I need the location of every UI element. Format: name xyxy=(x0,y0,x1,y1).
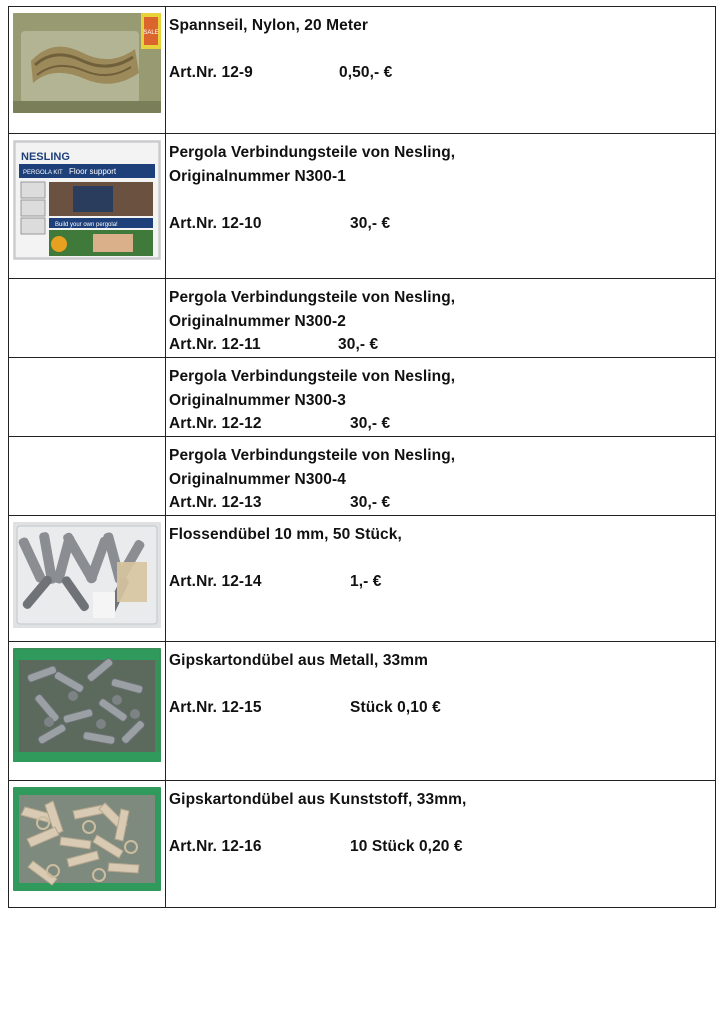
item-title: Flossendübel 10 mm, 50 Stück, xyxy=(169,526,402,543)
image-cell xyxy=(9,516,166,641)
nesling-box-photo xyxy=(13,140,161,260)
price-line xyxy=(169,491,715,515)
price-line xyxy=(169,212,715,236)
item-title: Pergola Verbindungsteile von Nesling, xyxy=(169,144,456,161)
price: 30,- € xyxy=(350,415,391,432)
text-cell xyxy=(166,279,715,357)
item-title: Gipskartondübel aus Kunststoff, 33mm, xyxy=(169,791,467,808)
nesling-brand-text: NESLING xyxy=(21,151,70,163)
item-title: Pergola Verbindungsteile von Nesling, xyxy=(169,289,456,306)
price: 1,- € xyxy=(350,573,382,590)
image-cell xyxy=(9,437,166,515)
image-cell xyxy=(9,134,166,278)
price: 30,- € xyxy=(338,336,379,353)
text-cell xyxy=(166,7,715,133)
item-subtitle: Originalnummer N300-1 xyxy=(169,167,346,185)
item-title: Pergola Verbindungsteile von Nesling, xyxy=(169,368,456,385)
price: 0,50,- € xyxy=(339,64,393,81)
table-row xyxy=(8,781,716,908)
article-number: Art.Nr. 12-14 xyxy=(169,573,262,590)
item-subtitle: Originalnummer N300-2 xyxy=(169,312,346,330)
price: 30,- € xyxy=(350,214,391,232)
price-line xyxy=(169,61,715,85)
article-number: Art.Nr. 12-10 xyxy=(169,214,262,232)
item-subtitle: Originalnummer N300-4 xyxy=(169,470,346,488)
table-row xyxy=(8,437,716,516)
price-line xyxy=(169,570,715,594)
text-cell xyxy=(166,437,715,515)
text-cell xyxy=(166,358,715,436)
table-row xyxy=(8,358,716,437)
sale-tag-text: SALE xyxy=(143,30,159,36)
article-number: Art.Nr. 12-16 xyxy=(169,838,262,855)
price: Stück 0,10 € xyxy=(350,699,441,716)
article-number: Art.Nr. 12-15 xyxy=(169,699,262,716)
item-title: Pergola Verbindungsteile von Nesling, xyxy=(169,447,456,464)
text-cell xyxy=(166,642,715,780)
image-cell xyxy=(9,7,166,133)
grey-wall-plugs-photo xyxy=(13,522,161,628)
metal-drywall-anchors-photo xyxy=(13,648,161,762)
table-row xyxy=(8,6,716,134)
image-cell xyxy=(9,279,166,357)
text-cell xyxy=(166,134,715,278)
text-cell xyxy=(166,516,715,641)
image-cell xyxy=(9,358,166,436)
table-row xyxy=(8,516,716,642)
table-row xyxy=(8,279,716,358)
price-line xyxy=(169,333,715,357)
article-number: Art.Nr. 12-11 xyxy=(169,336,261,353)
image-cell xyxy=(9,642,166,780)
price-line xyxy=(169,835,715,859)
article-number: Art.Nr. 12-12 xyxy=(169,415,262,432)
price-line xyxy=(169,696,715,720)
slogan-text: Build your own pergola! xyxy=(55,222,118,228)
price-line xyxy=(169,412,715,436)
table-row xyxy=(8,134,716,279)
price: 10 Stück 0,20 € xyxy=(350,838,463,855)
text-cell xyxy=(166,781,715,907)
article-number: Art.Nr. 12-9 xyxy=(169,64,253,81)
product-table xyxy=(8,6,716,908)
kit-text: PERGOLA KIT xyxy=(23,170,63,176)
floor-support-text: Floor support xyxy=(69,167,117,176)
rope-bundle-photo xyxy=(13,13,161,113)
price: 30,- € xyxy=(350,494,391,511)
plastic-drywall-anchors-photo xyxy=(13,787,161,891)
item-subtitle: Originalnummer N300-3 xyxy=(169,391,346,409)
item-title: Spannseil, Nylon, 20 Meter xyxy=(169,17,368,34)
image-cell xyxy=(9,781,166,907)
item-title: Gipskartondübel aus Metall, 33mm xyxy=(169,652,429,669)
table-row xyxy=(8,642,716,781)
article-number: Art.Nr. 12-13 xyxy=(169,494,262,511)
